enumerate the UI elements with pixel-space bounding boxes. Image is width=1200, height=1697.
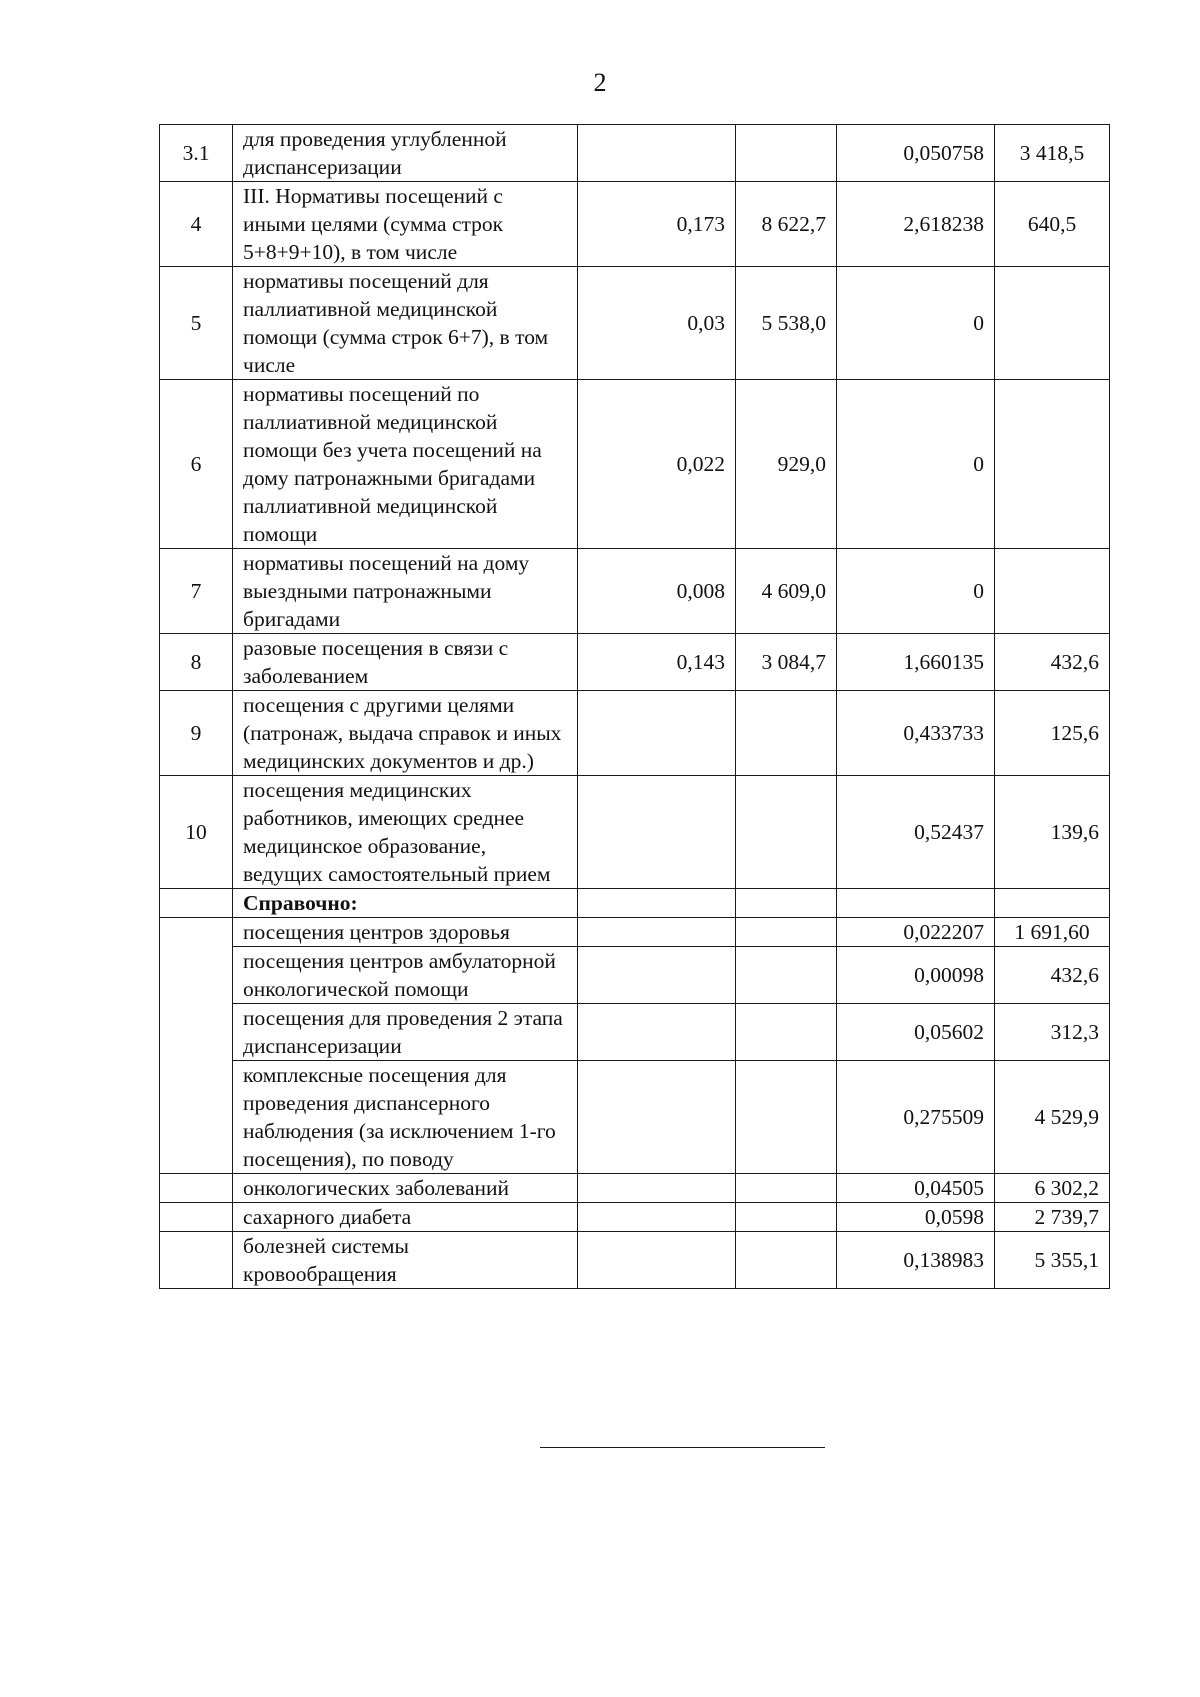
cell-value: [578, 947, 736, 1004]
cell-value: [578, 1203, 736, 1232]
row-number: 10: [160, 776, 233, 889]
cell-value: 640,5: [995, 182, 1110, 267]
row-name: посещения медицинских работников, имеющих среднее медицинское образование, ведущих самостоятельный прием: [233, 776, 578, 889]
cell-value: [736, 918, 837, 947]
cell-value: 6 302,2: [995, 1174, 1110, 1203]
row-number: [160, 1232, 233, 1289]
row-name: посещения центров здоровья: [233, 918, 578, 947]
row-number: [160, 889, 233, 918]
footer-rule: [540, 1447, 825, 1448]
table-row: [160, 182, 1110, 267]
cell-value: 139,6: [995, 776, 1110, 889]
row-number: 7: [160, 549, 233, 634]
cell-value: [736, 889, 837, 918]
reference-label: Справочно:: [233, 889, 578, 918]
cell-value: [736, 1203, 837, 1232]
row-name: для проведения углубленной диспансеризации: [233, 125, 578, 182]
cell-value: 0,52437: [837, 776, 995, 889]
cell-value: [578, 1004, 736, 1061]
cell-value: 0,022207: [837, 918, 995, 947]
cell-value: 1,660135: [837, 634, 995, 691]
row-name: посещения с другими целями (патронаж, выдача справок и иных медицинских документов и др.): [233, 691, 578, 776]
cell-value: 929,0: [736, 380, 837, 549]
cell-value: [578, 125, 736, 182]
cell-value: [578, 918, 736, 947]
table-row: [160, 1232, 1110, 1289]
cell-value: [736, 947, 837, 1004]
cell-value: 0,138983: [837, 1232, 995, 1289]
row-number: 3.1: [160, 125, 233, 182]
table-row: [160, 918, 1110, 947]
cell-value: 0,433733: [837, 691, 995, 776]
cell-value: [736, 1004, 837, 1061]
row-name: посещения центров амбулаторной онкологической помощи: [233, 947, 578, 1004]
row-number: 4: [160, 182, 233, 267]
cell-value: [578, 776, 736, 889]
cell-value: [736, 776, 837, 889]
cell-value: [736, 1232, 837, 1289]
cell-value: 1 691,60: [995, 918, 1110, 947]
cell-value: 0,275509: [837, 1061, 995, 1174]
cell-value: [995, 549, 1110, 634]
row-name: онкологических заболеваний: [233, 1174, 578, 1203]
standards-table: [159, 124, 1110, 1289]
row-number: [160, 1203, 233, 1232]
cell-value: 0,03: [578, 267, 736, 380]
cell-value: 4 609,0: [736, 549, 837, 634]
cell-value: [995, 380, 1110, 549]
cell-value: 0,04505: [837, 1174, 995, 1203]
cell-value: 0: [837, 267, 995, 380]
row-name: III. Нормативы посещений с иными целями (сумма строк 5+8+9+10), в том числе: [233, 182, 578, 267]
cell-value: 0,0598: [837, 1203, 995, 1232]
row-name: разовые посещения в связи с заболеванием: [233, 634, 578, 691]
table-row: [160, 549, 1110, 634]
page-number: 2: [593, 68, 607, 97]
cell-value: [578, 1232, 736, 1289]
row-number: 8: [160, 634, 233, 691]
cell-value: 0: [837, 380, 995, 549]
table-row: [160, 776, 1110, 889]
table-row: [160, 634, 1110, 691]
row-number: 5: [160, 267, 233, 380]
cell-value: [736, 1061, 837, 1174]
cell-value: [736, 125, 837, 182]
row-number: 9: [160, 691, 233, 776]
cell-value: 0: [837, 549, 995, 634]
row-name: болезней системы кровообращения: [233, 1232, 578, 1289]
cell-value: 432,6: [995, 634, 1110, 691]
table-row: [160, 125, 1110, 182]
cell-value: [995, 267, 1110, 380]
cell-value: [578, 691, 736, 776]
row-name: нормативы посещений на дому выездными патронажными бригадами: [233, 549, 578, 634]
cell-value: 4 529,9: [995, 1061, 1110, 1174]
cell-value: 5 355,1: [995, 1232, 1110, 1289]
cell-value: 432,6: [995, 947, 1110, 1004]
row-name: сахарного диабета: [233, 1203, 578, 1232]
cell-value: [578, 1061, 736, 1174]
row-name: посещения для проведения 2 этапа диспансеризации: [233, 1004, 578, 1061]
table-row: [160, 267, 1110, 380]
cell-value: 125,6: [995, 691, 1110, 776]
cell-value: [578, 889, 736, 918]
cell-value: 0,143: [578, 634, 736, 691]
cell-value: [995, 889, 1110, 918]
table-row: [160, 1174, 1110, 1203]
row-number: [160, 1174, 233, 1203]
cell-value: 3 084,7: [736, 634, 837, 691]
merged-number-cell: [160, 918, 233, 1174]
cell-value: [736, 691, 837, 776]
cell-value: 0,05602: [837, 1004, 995, 1061]
cell-value: 5 538,0: [736, 267, 837, 380]
table-row: [160, 1203, 1110, 1232]
cell-value: 0,00098: [837, 947, 995, 1004]
table-row: [160, 1004, 1110, 1061]
table-row: [160, 1061, 1110, 1174]
cell-value: 8 622,7: [736, 182, 837, 267]
cell-value: 0,008: [578, 549, 736, 634]
row-name: нормативы посещений для паллиативной медицинской помощи (сумма строк 6+7), в том числе: [233, 267, 578, 380]
cell-value: 3 418,5: [995, 125, 1110, 182]
cell-value: [837, 889, 995, 918]
row-number: 6: [160, 380, 233, 549]
table-row: [160, 380, 1110, 549]
cell-value: 0,022: [578, 380, 736, 549]
cell-value: 0,173: [578, 182, 736, 267]
reference-header-row: [160, 889, 1110, 918]
cell-value: 312,3: [995, 1004, 1110, 1061]
table-row: [160, 691, 1110, 776]
table-row: [160, 947, 1110, 1004]
cell-value: 0,050758: [837, 125, 995, 182]
cell-value: 2,618238: [837, 182, 995, 267]
cell-value: [736, 1174, 837, 1203]
cell-value: [578, 1174, 736, 1203]
row-name: комплексные посещения для проведения диспансерного наблюдения (за исключением 1-го посещения), по поводу: [233, 1061, 578, 1174]
cell-value: 2 739,7: [995, 1203, 1110, 1232]
row-name: нормативы посещений по паллиативной медицинской помощи без учета посещений на дому патронажными бригадами паллиативной медицинской помощи: [233, 380, 578, 549]
